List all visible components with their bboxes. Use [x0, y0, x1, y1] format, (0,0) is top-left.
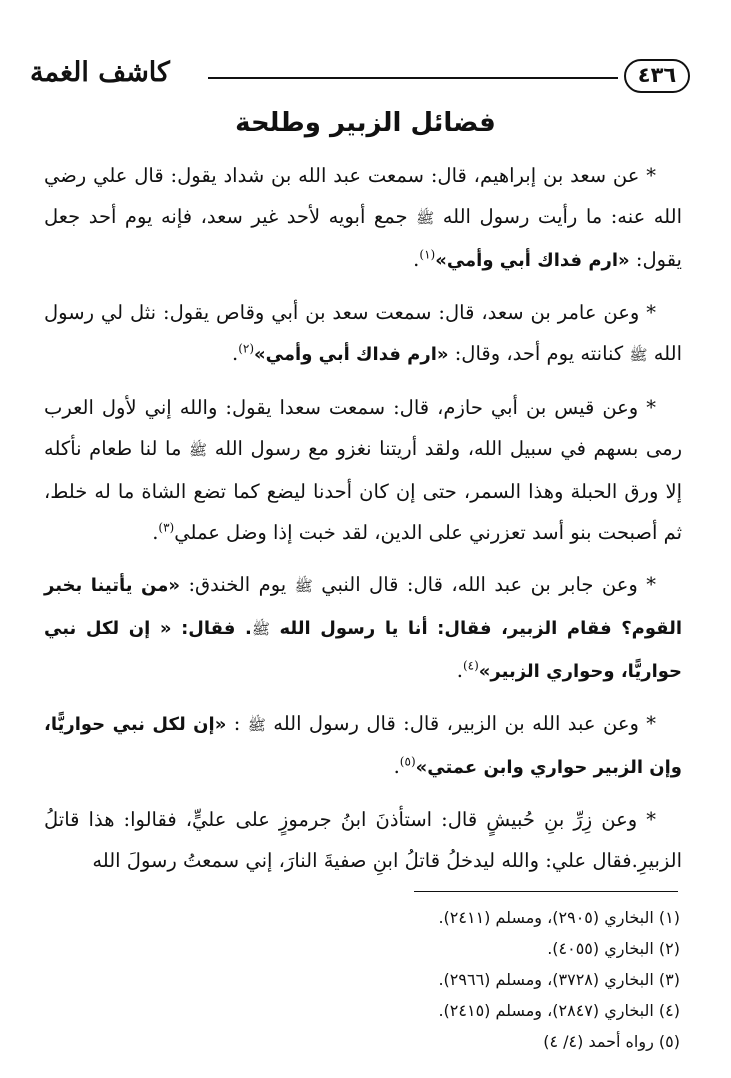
- paragraph-text: .: [232, 342, 239, 365]
- footnotes: [180, 902, 680, 1057]
- paragraph-text: * وعن عامر بن سعد، قال: سمعت سعد بن أبي وقاص يقول: نثل لي رسول الله: [44, 301, 682, 365]
- paragraph-text: * وعن قيس بن أبي حازم، قال: سمعت سعدا يقول: والله إني لأول العرب رمى بسهم في سبيل الله، ولقد أريتنا نغزو مع رسول الله: [44, 396, 682, 460]
- paragraph-text: :: [226, 712, 248, 735]
- paragraph: [44, 155, 682, 281]
- paragraph-text: .: [413, 248, 420, 271]
- paragraph-text: .: [393, 755, 400, 778]
- running-title: كاشف الغمة: [30, 57, 170, 88]
- paragraph: [44, 292, 682, 376]
- running-header: [30, 55, 690, 99]
- paragraph-text: ما لنا طعام نأكله إلا ورق الحبلة وهذا السمر، حتى إن كان أحدنا ليضع كما تضع الشاة ما له خلط، ثم أصبحت بنو أسد تعزرني على الدين، لقد خبت إذا وضل عملي: [44, 437, 682, 544]
- salutation-glyph: ﷺ: [251, 620, 270, 638]
- quoted-hadith: «ارم فداك أبي وأمي»: [254, 344, 449, 365]
- footnote: (٤) البخاري (٢٨٤٧)، ومسلم (٢٤١٥).: [438, 1001, 680, 1020]
- footnote: (٢) البخاري (٤٠٥٥).: [547, 939, 680, 958]
- paragraph-text: يوم الخندق:: [180, 573, 295, 596]
- footnote-separator: [414, 891, 678, 892]
- paragraph: [44, 387, 682, 553]
- paragraph-text: .: [456, 659, 463, 682]
- quoted-hadith: «من يأتينا بخبر القوم؟ فقام الزبير، فقال: أنا يا رسول الله: [44, 575, 682, 639]
- footnote-ref: (٢): [238, 341, 255, 356]
- salutation-glyph: ﷺ: [416, 209, 435, 227]
- salutation-glyph: ﷺ: [629, 346, 648, 364]
- footnote-ref: (٤): [462, 658, 479, 673]
- paragraph: [44, 799, 682, 881]
- paragraph-text: كنانته يوم أحد، وقال:: [448, 342, 630, 365]
- section-title: فضائل الزبير وطلحة: [235, 108, 496, 138]
- footnote: (٣) البخاري (٣٧٢٨)، ومسلم (٢٩٦٦).: [438, 970, 680, 989]
- quoted-hadith: . فقال: « إن لكل نبي حواريًّا، وحواري الزبير»: [44, 618, 682, 682]
- salutation-glyph: ﷺ: [189, 441, 208, 459]
- footnote-ref: (٣): [158, 520, 175, 535]
- footnote-ref: (٥): [399, 754, 416, 769]
- paragraph: [44, 703, 682, 788]
- salutation-glyph: ﷺ: [294, 577, 313, 595]
- body-text: [44, 155, 682, 892]
- header-rule: [208, 77, 618, 79]
- paragraph-text: .: [152, 521, 159, 544]
- paragraph-text: * وعن جابر بن عبد الله، قال: قال النبي: [312, 573, 656, 596]
- paragraph-text: جمع أبويه لأحد غير سعد، فإنه يوم أحد جعل يقول:: [44, 205, 682, 271]
- quoted-hadith: «ارم فداك أبي وأمي»: [435, 250, 630, 271]
- footnote: (٥) رواه أحمد (٤/ ٤): [543, 1032, 680, 1051]
- paragraph-text: * وعن عبد الله بن الزبير، قال: قال رسول الله: [265, 712, 657, 735]
- page-number: ٤٣٦: [624, 59, 690, 93]
- salutation-glyph: ﷺ: [247, 716, 266, 734]
- paragraph: [44, 564, 682, 692]
- quoted-hadith: «إن لكل نبي حواريًّا، وإن الزبير حواري وابن عمتي»: [44, 714, 682, 778]
- footnote-ref: (١): [419, 247, 436, 262]
- footnote: (١) البخاري (٢٩٠٥)، ومسلم (٢٤١١).: [438, 908, 680, 927]
- paragraph-text: * وعن زِرِّ بنِ حُبيشٍ قال: استأذنَ ابنُ جرموزٍ على عليٍّ، فقالوا: هذا قاتلُ الزبيرِ.فقال علي: والله ليدخلُ قاتلُ ابنِ صفيةَ النارَ، إني سمعتُ رسولَ الله: [44, 808, 682, 872]
- paragraph-text: * عن سعد بن إبراهيم، قال: سمعت عبد الله بن شداد يقول: قال علي رضي الله عنه: ما رأيت رسول الله: [44, 164, 682, 228]
